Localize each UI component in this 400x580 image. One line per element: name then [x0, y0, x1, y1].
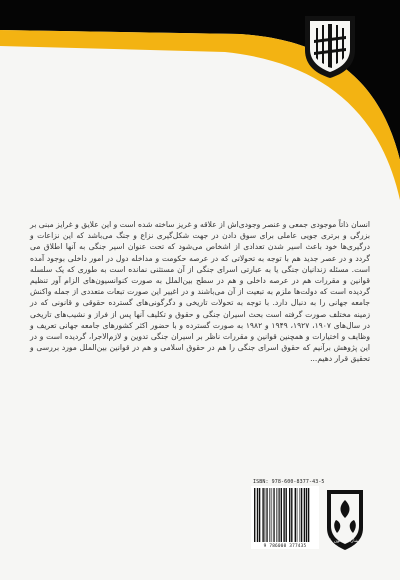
barcode-icon: [251, 486, 319, 544]
publisher-logo-text: انتشارات قانون یار: [327, 539, 363, 544]
publisher-seal-icon: [324, 488, 366, 552]
seal-logo-icon: [301, 10, 359, 80]
barcode-digits: 9 786008 377435: [251, 544, 319, 549]
isbn-label: ISBN: 978-600-8377-43-5: [253, 479, 325, 485]
book-description: انسان ذاتاً موجودی جمعی و عنصر وجودی‌اش از علاقه و غریز ساخته شده است و این علایق و غرایز مبنی بر بزرگی و برتری جویی عاملی برای سوق دادن در جهت شکل‌گیری نزاع و جنگ می‌باشد که این نزاعات و درگیری‌ها خود باعث اسیر شدن تعدادی از اشخاص می‌شود که تحت عنوان اسیر جنگی به آنها اطلاق می گردد و در عصر جدید هم با توجه به تحولاتی که در عرصه حکومت و مداخله دول در امور داخلی بوجود آمده است. مسئله زندانیان جنگی یا به عبارتی اسرای جنگی از آن مستثنی نمانده است به طوری که یک سلسله قوانین و مقررات هم در عرصه داخلی و هم در سطح بین‌الملل به صورت کنوانسیون‌های الزام آور تنظیم گردیده است که دولت‌ها ملزم به تبعیت از آن می‌باشند و در اغییر این صورت تبعات متعددی از جمله واکنش جامعه جهانی را به دنبال دارد. با توجه به تحولات تاریخی و دگرگونی‌های گسترده حقوقی و قانونی که در زمینه مختلف صورت گرفته است بحث اسیران جنگی و حقوق و تکلیف آنها پس از فراز و نشیب‌های تاریخی در سال‌های ۱۹۰۷، ۱۹۲۷، ۱۹۴۹ و ۱۹۸۲ به صورت گسترده و با حضور اکثر کشورهای جامعه جهانی تعریف و وظایف و اختیارات و همچنین قوانین و مقررات ناظر بر اسیران جنگی تدوین و لازم‌الاجرا، گردیده است و در این پژوهش برآنیم که حقوق اسرای جنگی را هم در حقوق اسلامی و هم در قوانین بین‌الملل مورد بررسی و تحقیق قرار دهیم...: [30, 220, 370, 364]
